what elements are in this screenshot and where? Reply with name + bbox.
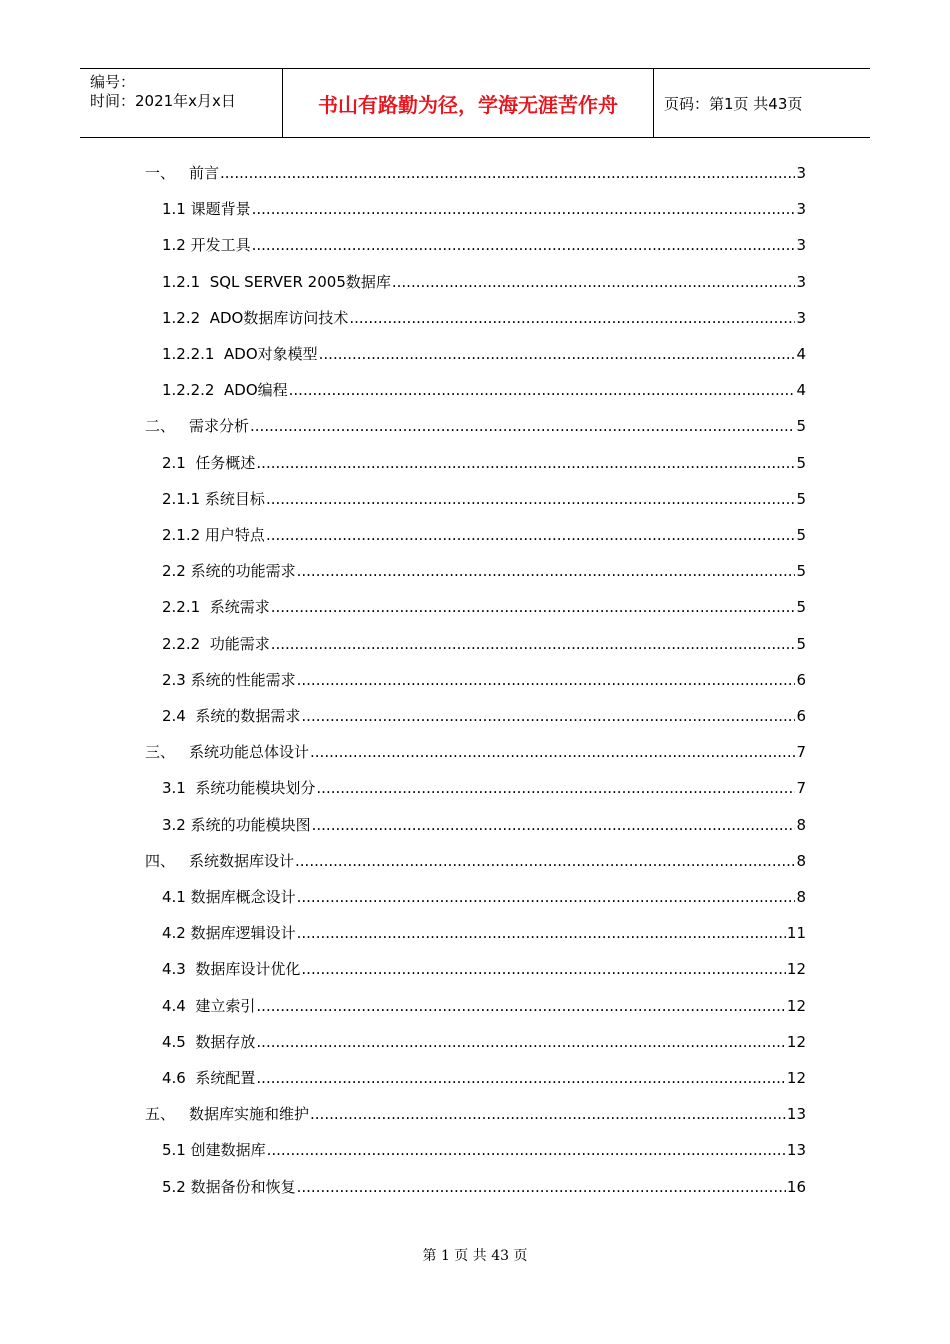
toc-leader-dots — [256, 995, 786, 1017]
toc-leader-dots — [295, 850, 795, 872]
toc-entry-page: 4 — [796, 381, 806, 400]
toc-entry[interactable] — [162, 1139, 806, 1161]
toc-entry-page: 11 — [786, 924, 806, 943]
toc-entry-title: 4.3 数据库设计优化 — [162, 960, 301, 979]
toc-entry-page: 3 — [796, 200, 806, 219]
toc-entry-page: 5 — [796, 417, 806, 436]
toc-entry[interactable] — [162, 596, 806, 618]
toc-entry-number: 五、 — [145, 1105, 176, 1124]
toc-leader-dots — [289, 379, 796, 401]
toc-entry-title: 4.4 建立索引 — [162, 996, 256, 1015]
toc-leader-dots — [319, 343, 796, 365]
toc-entry-title: 3.1 系统功能模块划分 — [162, 779, 316, 798]
toc-entry-title: 2.1 任务概述 — [162, 453, 256, 472]
toc-entry[interactable] — [162, 524, 806, 546]
toc-entry[interactable] — [162, 633, 806, 655]
toc-leader-dots — [297, 1176, 786, 1198]
toc-leader-dots — [256, 1031, 786, 1053]
toc-entry-title: 4.1 数据库概念设计 — [162, 888, 296, 906]
toc-entry[interactable] — [162, 705, 806, 727]
page-footer: 第 1 页 共 43 页 — [422, 1248, 528, 1264]
toc-entry-page: 5 — [796, 489, 806, 508]
toc-entry-title: 前言 — [189, 164, 220, 182]
toc-entry[interactable] — [162, 814, 806, 836]
time-label: 时间：2021年x月x日 — [90, 92, 236, 110]
toc-entry-title: 系统数据库设计 — [189, 851, 295, 870]
toc-leader-dots — [220, 162, 795, 184]
toc-entry-number: 三、 — [145, 743, 176, 762]
toc-entry-title: 1.2 开发工具 — [162, 236, 251, 255]
toc-leader-dots — [252, 234, 796, 256]
toc-entry-page: 5 — [796, 453, 806, 472]
toc-entry-title: 5.2 数据备份和恢复 — [162, 1177, 296, 1196]
toc-leader-dots — [250, 415, 795, 437]
toc-leader-dots — [267, 1139, 786, 1161]
toc-entry[interactable] — [162, 307, 806, 329]
toc-leader-dots — [316, 777, 795, 799]
toc-entry-title: 系统功能总体设计 — [189, 743, 310, 762]
toc-leader-dots — [266, 524, 796, 546]
toc-leader-dots — [301, 705, 795, 727]
toc-entry-page: 5 — [796, 526, 806, 544]
toc-entry[interactable] — [162, 958, 806, 980]
toc-entry-page: 12 — [786, 996, 806, 1015]
toc-leader-dots — [252, 198, 796, 220]
toc-leader-dots — [297, 922, 786, 944]
toc-leader-dots — [349, 307, 795, 329]
header-meta — [80, 69, 282, 137]
number-label: 编号： — [90, 73, 136, 91]
toc-leader-dots — [256, 1067, 786, 1089]
toc-leader-dots — [297, 669, 796, 691]
toc-entry[interactable] — [162, 1067, 806, 1089]
toc-entry-title: 1.2.1 SQL SERVER 2005数据库 — [162, 272, 391, 291]
toc-entry[interactable] — [145, 162, 806, 184]
toc-leader-dots — [297, 886, 796, 908]
toc-entry[interactable] — [145, 415, 806, 437]
toc-entry[interactable] — [162, 886, 806, 908]
toc-entry-title: 5.1 创建数据库 — [162, 1141, 266, 1160]
toc-entry[interactable] — [162, 379, 806, 401]
toc-entry-title: 2.1.1 系统目标 — [162, 489, 265, 508]
toc-entry-number: 二、 — [145, 417, 176, 436]
toc-leader-dots — [271, 596, 796, 618]
toc-leader-dots — [266, 488, 796, 510]
toc-leader-dots — [271, 633, 796, 655]
toc-entry-title: 4.5 数据存放 — [162, 1032, 256, 1051]
toc-entry[interactable] — [162, 777, 806, 799]
toc-entry-page: 3 — [796, 308, 806, 327]
toc-entry[interactable] — [162, 669, 806, 691]
toc-leader-dots — [310, 1103, 786, 1125]
toc-entry[interactable] — [162, 1031, 806, 1053]
toc-entry[interactable] — [162, 234, 806, 256]
toc-entry-page: 13 — [786, 1141, 806, 1160]
toc-entry-title: 2.1.2 用户特点 — [162, 526, 265, 544]
toc-entry-title: 4.6 系统配置 — [162, 1069, 256, 1087]
toc-entry-number: 四、 — [145, 851, 176, 870]
toc-entry-title: 1.2.2.2 ADO编程 — [162, 381, 288, 400]
toc-entry-title: 需求分析 — [189, 417, 250, 436]
toc-entry-page: 4 — [796, 345, 806, 363]
toc-entry-title: 2.2.1 系统需求 — [162, 598, 270, 617]
toc-entry-page: 12 — [786, 1069, 806, 1087]
toc-entry-page: 3 — [796, 272, 806, 291]
toc-entry-title: 2.3 系统的性能需求 — [162, 670, 296, 689]
toc-entry[interactable] — [145, 850, 806, 872]
toc-entry-page: 8 — [796, 888, 806, 906]
toc-leader-dots — [301, 958, 786, 980]
toc-entry-title: 3.2 系统的功能模块图 — [162, 815, 311, 834]
toc-entry-title: 2.2.2 功能需求 — [162, 634, 270, 653]
toc-entry-title: 1.1 课题背景 — [162, 200, 251, 219]
toc-entry-title: 2.2 系统的功能需求 — [162, 562, 296, 581]
toc-leader-dots — [310, 741, 795, 763]
toc-entry-page: 6 — [796, 670, 806, 689]
toc-entry-page: 8 — [796, 815, 806, 834]
toc-entry[interactable] — [145, 1103, 806, 1125]
toc-entry[interactable] — [162, 452, 806, 474]
toc-entry[interactable] — [162, 1176, 806, 1198]
toc-entry-title: 2.4 系统的数据需求 — [162, 707, 301, 725]
toc-entry-page: 8 — [796, 851, 806, 870]
toc-entry-page: 3 — [796, 164, 806, 182]
toc-entry[interactable] — [162, 560, 806, 582]
toc-entry-page: 13 — [786, 1105, 806, 1124]
toc-entry-title: 1.2.2.1 ADO对象模型 — [162, 345, 318, 363]
toc-leader-dots — [256, 452, 795, 474]
toc-entry[interactable] — [162, 995, 806, 1017]
toc-entry[interactable] — [145, 741, 806, 763]
toc-entry-title: 4.2 数据库逻辑设计 — [162, 924, 296, 943]
toc-entry-page: 16 — [786, 1177, 806, 1196]
header-motto: 书山有路勤为径，学海无涯苦作舟 — [282, 69, 654, 137]
toc-entry-page: 6 — [796, 707, 806, 725]
toc-entry-title: 1.2.2 ADO数据库访问技术 — [162, 308, 349, 327]
toc-entry-title: 数据库实施和维护 — [189, 1105, 310, 1124]
page-header — [80, 68, 870, 138]
toc-leader-dots — [297, 560, 796, 582]
toc-entry-page: 5 — [796, 634, 806, 653]
toc-entry[interactable] — [162, 271, 806, 293]
toc-entry-number: 一、 — [145, 164, 176, 182]
toc-entry[interactable] — [162, 343, 806, 365]
toc-leader-dots — [312, 814, 796, 836]
header-page-info: 页码：第1页 共43页 — [664, 94, 803, 113]
toc-entry-page: 5 — [796, 562, 806, 581]
toc-entry-page: 12 — [786, 960, 806, 979]
toc-entry[interactable] — [162, 922, 806, 944]
toc-entry[interactable] — [162, 198, 806, 220]
toc-entry[interactable] — [162, 488, 806, 510]
toc-entry-page: 12 — [786, 1032, 806, 1051]
toc-entry-page: 5 — [796, 598, 806, 617]
toc-leader-dots — [392, 271, 796, 293]
toc-entry-page: 3 — [796, 236, 806, 255]
toc-entry-page: 7 — [796, 779, 806, 798]
toc-entry-page: 7 — [796, 743, 806, 762]
